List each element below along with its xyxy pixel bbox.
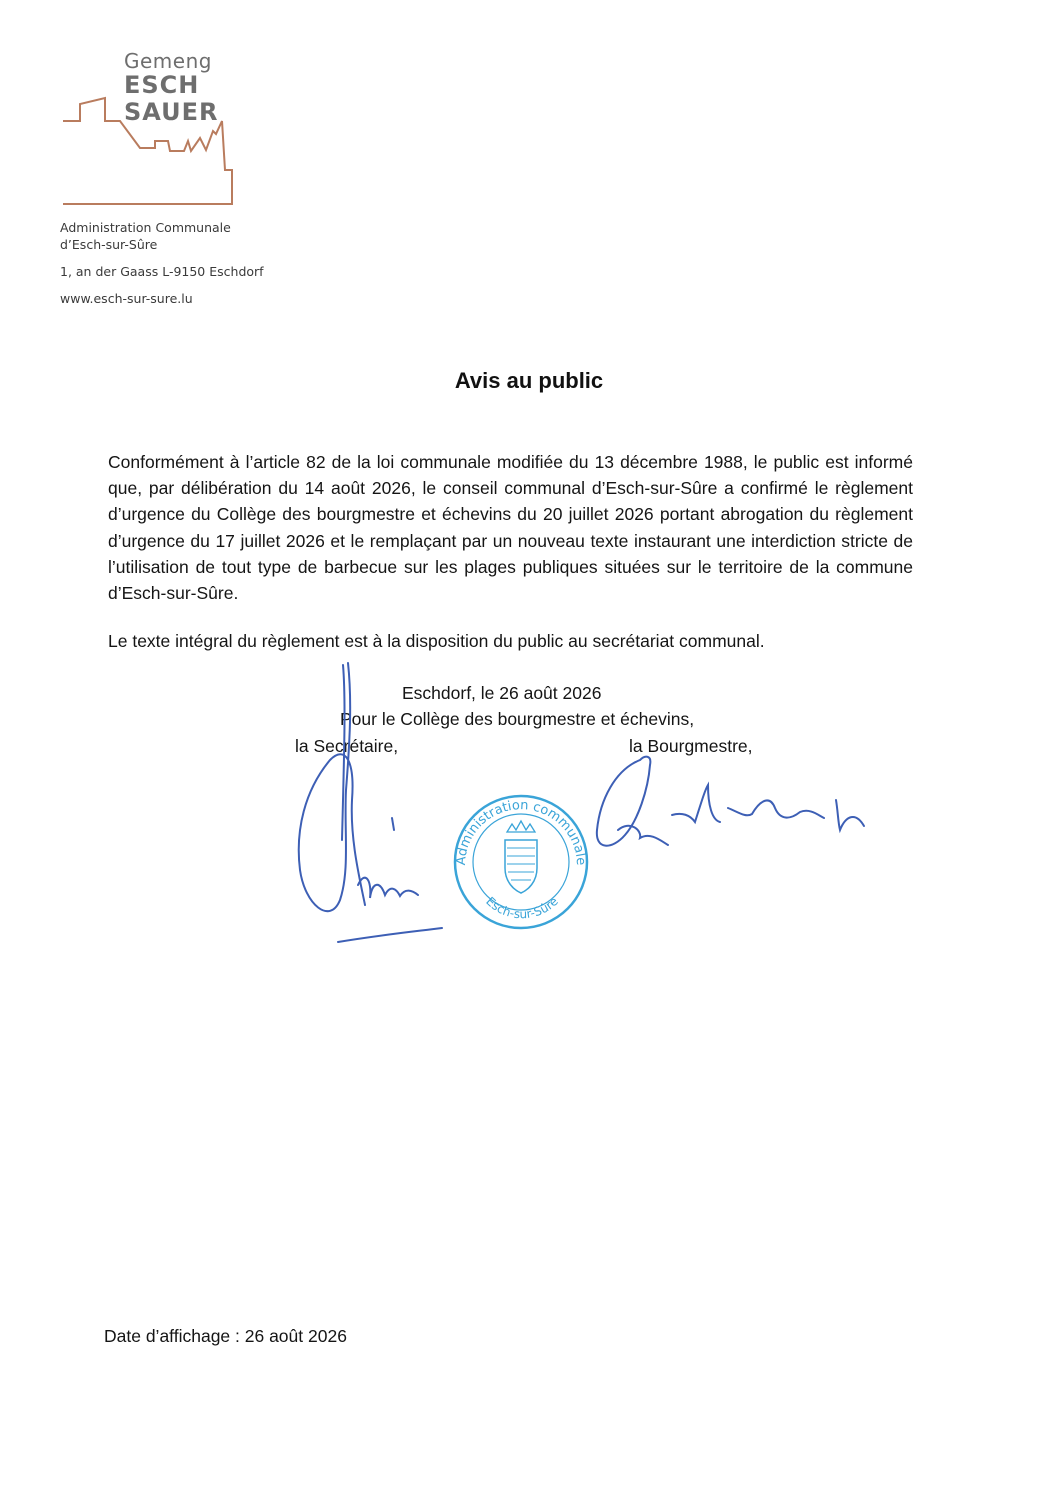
secretary-signature (299, 663, 442, 942)
posting-date: Date d’affichage : 26 août 2026 (104, 1326, 347, 1346)
stamp-top-text: Administration communale (453, 798, 589, 866)
admin-name-line2: d’Esch-sur-Sûre (60, 237, 158, 252)
logo-text-gemeng: Gemeng (124, 49, 212, 73)
admin-name (60, 219, 231, 253)
notice-title: Avis au public (454, 368, 604, 393)
notice-paragraph-availability: Le texte intégral du règlement est à la disposition du public au secrétariat communal. (108, 631, 765, 651)
mayor-signature (597, 757, 864, 846)
notice-paragraph-main: Conformément à l’article 82 de la loi communale modifiée du 13 décembre 1988, le public est informé que, par délibération du 14 août 2026, le conseil communal d’Esch-sur-Sûre a confirmé le règlement d’urgence du Collège des bourgmestre et échevins du 20 juillet 2026 portant abrogation du règlement d’urgence du 17 juillet 2026 et le remplaçant par un nouveau texte instaurant une interdiction stricte de l’utilisation de tout type de barbecue sur les plages publiques situées sur le territoire de la commune d’Esch-sur-Sûre. (108, 452, 913, 604)
stamp-bottom-text: Esch-sur-Sûre (483, 894, 561, 922)
logo-text-esch: ESCH (124, 71, 200, 99)
admin-name-line1: Administration Communale (60, 220, 231, 235)
college-line: Pour le Collège des bourgmestre et échevins, (340, 709, 695, 729)
logo-text-sauer: SAUER (124, 98, 219, 126)
mayor-label: la Bourgmestre, (629, 736, 753, 756)
secretary-label: la Secrétaire, (295, 736, 399, 756)
municipal-stamp (454, 796, 588, 928)
place-date: Eschdorf, le 26 août 2026 (402, 683, 602, 703)
admin-website: www.esch-sur-sure.lu (60, 291, 193, 306)
svg-text:Esch-sur-Sûre (483, 894, 561, 921)
admin-address: 1, an der Gaass L-9150 Eschdorf (60, 264, 264, 279)
svg-text:Administration communale (454, 798, 588, 866)
